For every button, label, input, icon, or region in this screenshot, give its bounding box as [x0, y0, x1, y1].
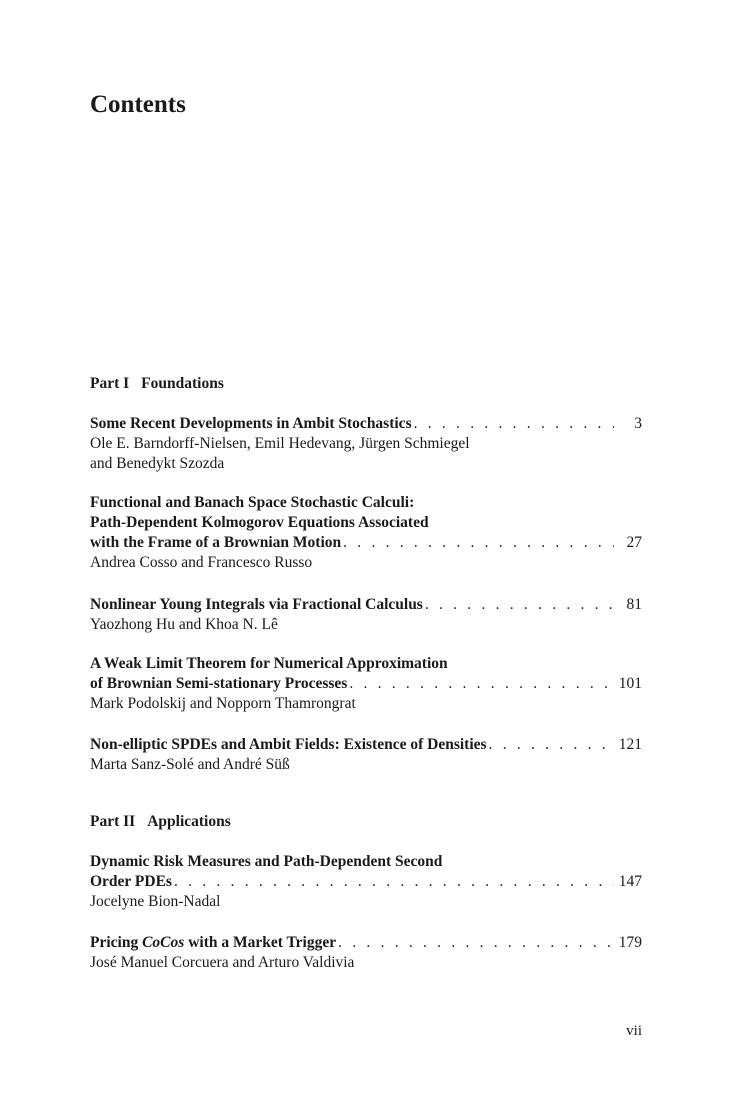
entry-title: Order PDEs	[90, 873, 172, 890]
entry-title: Nonlinear Young Integrals via Fractional Calculus	[90, 596, 423, 613]
dot-leader	[336, 933, 614, 953]
entry-title: Path-Dependent Kolmogorov Equations Associated	[90, 514, 429, 531]
toc-entry	[90, 735, 642, 775]
part-heading-foundations	[90, 375, 224, 394]
part-heading-applications	[90, 813, 231, 832]
entry-title	[90, 933, 336, 953]
page-number: 81	[626, 596, 642, 613]
part-number: Part I	[90, 375, 130, 392]
toc-entry	[90, 414, 642, 474]
dot-leader	[423, 595, 614, 615]
entry-authors: and Benedykt Szozda	[90, 455, 225, 472]
entry-title-part: Pricing	[90, 934, 143, 951]
entry-title: A Weak Limit Theorem for Numerical Approximation	[90, 655, 448, 672]
entry-authors: José Manuel Corcuera and Arturo Valdivia	[90, 954, 355, 971]
entry-title-italic: CoCos	[142, 934, 185, 951]
page-number: 147	[618, 873, 642, 890]
entry-title: with the Frame of a Brownian Motion	[90, 534, 342, 551]
part-number: Part II	[90, 813, 136, 830]
page-number: 27	[626, 534, 642, 551]
entry-title: Functional and Banach Space Stochastic Calculi:	[90, 494, 415, 511]
page-number: 101	[618, 675, 642, 692]
dot-leader	[412, 414, 614, 434]
toc-entry	[90, 852, 642, 912]
toc-entry	[90, 595, 642, 635]
page-number: 3	[634, 415, 642, 432]
entry-title-line	[90, 735, 642, 755]
entry-title-line	[90, 595, 642, 615]
page-number: 121	[618, 736, 642, 753]
entry-title-line	[90, 414, 642, 434]
dot-leader	[341, 533, 614, 553]
page-title: Contents	[90, 91, 186, 118]
toc-entry	[90, 654, 642, 714]
dot-leader	[487, 735, 614, 755]
entry-title: Some Recent Developments in Ambit Stochastics	[90, 415, 412, 432]
dot-leader	[172, 872, 614, 892]
dot-leader	[347, 674, 614, 694]
part-name: Applications	[147, 813, 231, 830]
entry-title-line	[90, 872, 642, 892]
entry-title-part: with a Market Trigger	[184, 934, 337, 951]
entry-authors: Jocelyne Bion-Nadal	[90, 893, 221, 910]
page-number: 179	[618, 934, 642, 951]
entry-title: Non-elliptic SPDEs and Ambit Fields: Existence of Densities	[90, 736, 487, 753]
entry-authors: Mark Podolskij and Nopporn Thamrongrat	[90, 695, 356, 712]
entry-title: of Brownian Semi-stationary Processes	[90, 675, 348, 692]
entry-authors: Andrea Cosso and Francesco Russo	[90, 554, 313, 571]
entry-title: Dynamic Risk Measures and Path-Dependent Second	[90, 853, 443, 870]
entry-title-line	[90, 533, 642, 553]
entry-title-line	[90, 674, 642, 694]
entry-title-line	[90, 933, 642, 953]
entry-authors: Marta Sanz-Solé and André Süß	[90, 756, 290, 773]
part-name: Foundations	[141, 375, 224, 392]
toc-entry	[90, 933, 642, 973]
toc-entry	[90, 493, 642, 573]
entry-authors: Yaozhong Hu and Khoa N. Lê	[90, 616, 278, 633]
entry-authors: Ole E. Barndorff-Nielsen, Emil Hedevang, Jürgen Schmiegel	[90, 435, 470, 452]
page-folio: vii	[626, 1023, 642, 1039]
